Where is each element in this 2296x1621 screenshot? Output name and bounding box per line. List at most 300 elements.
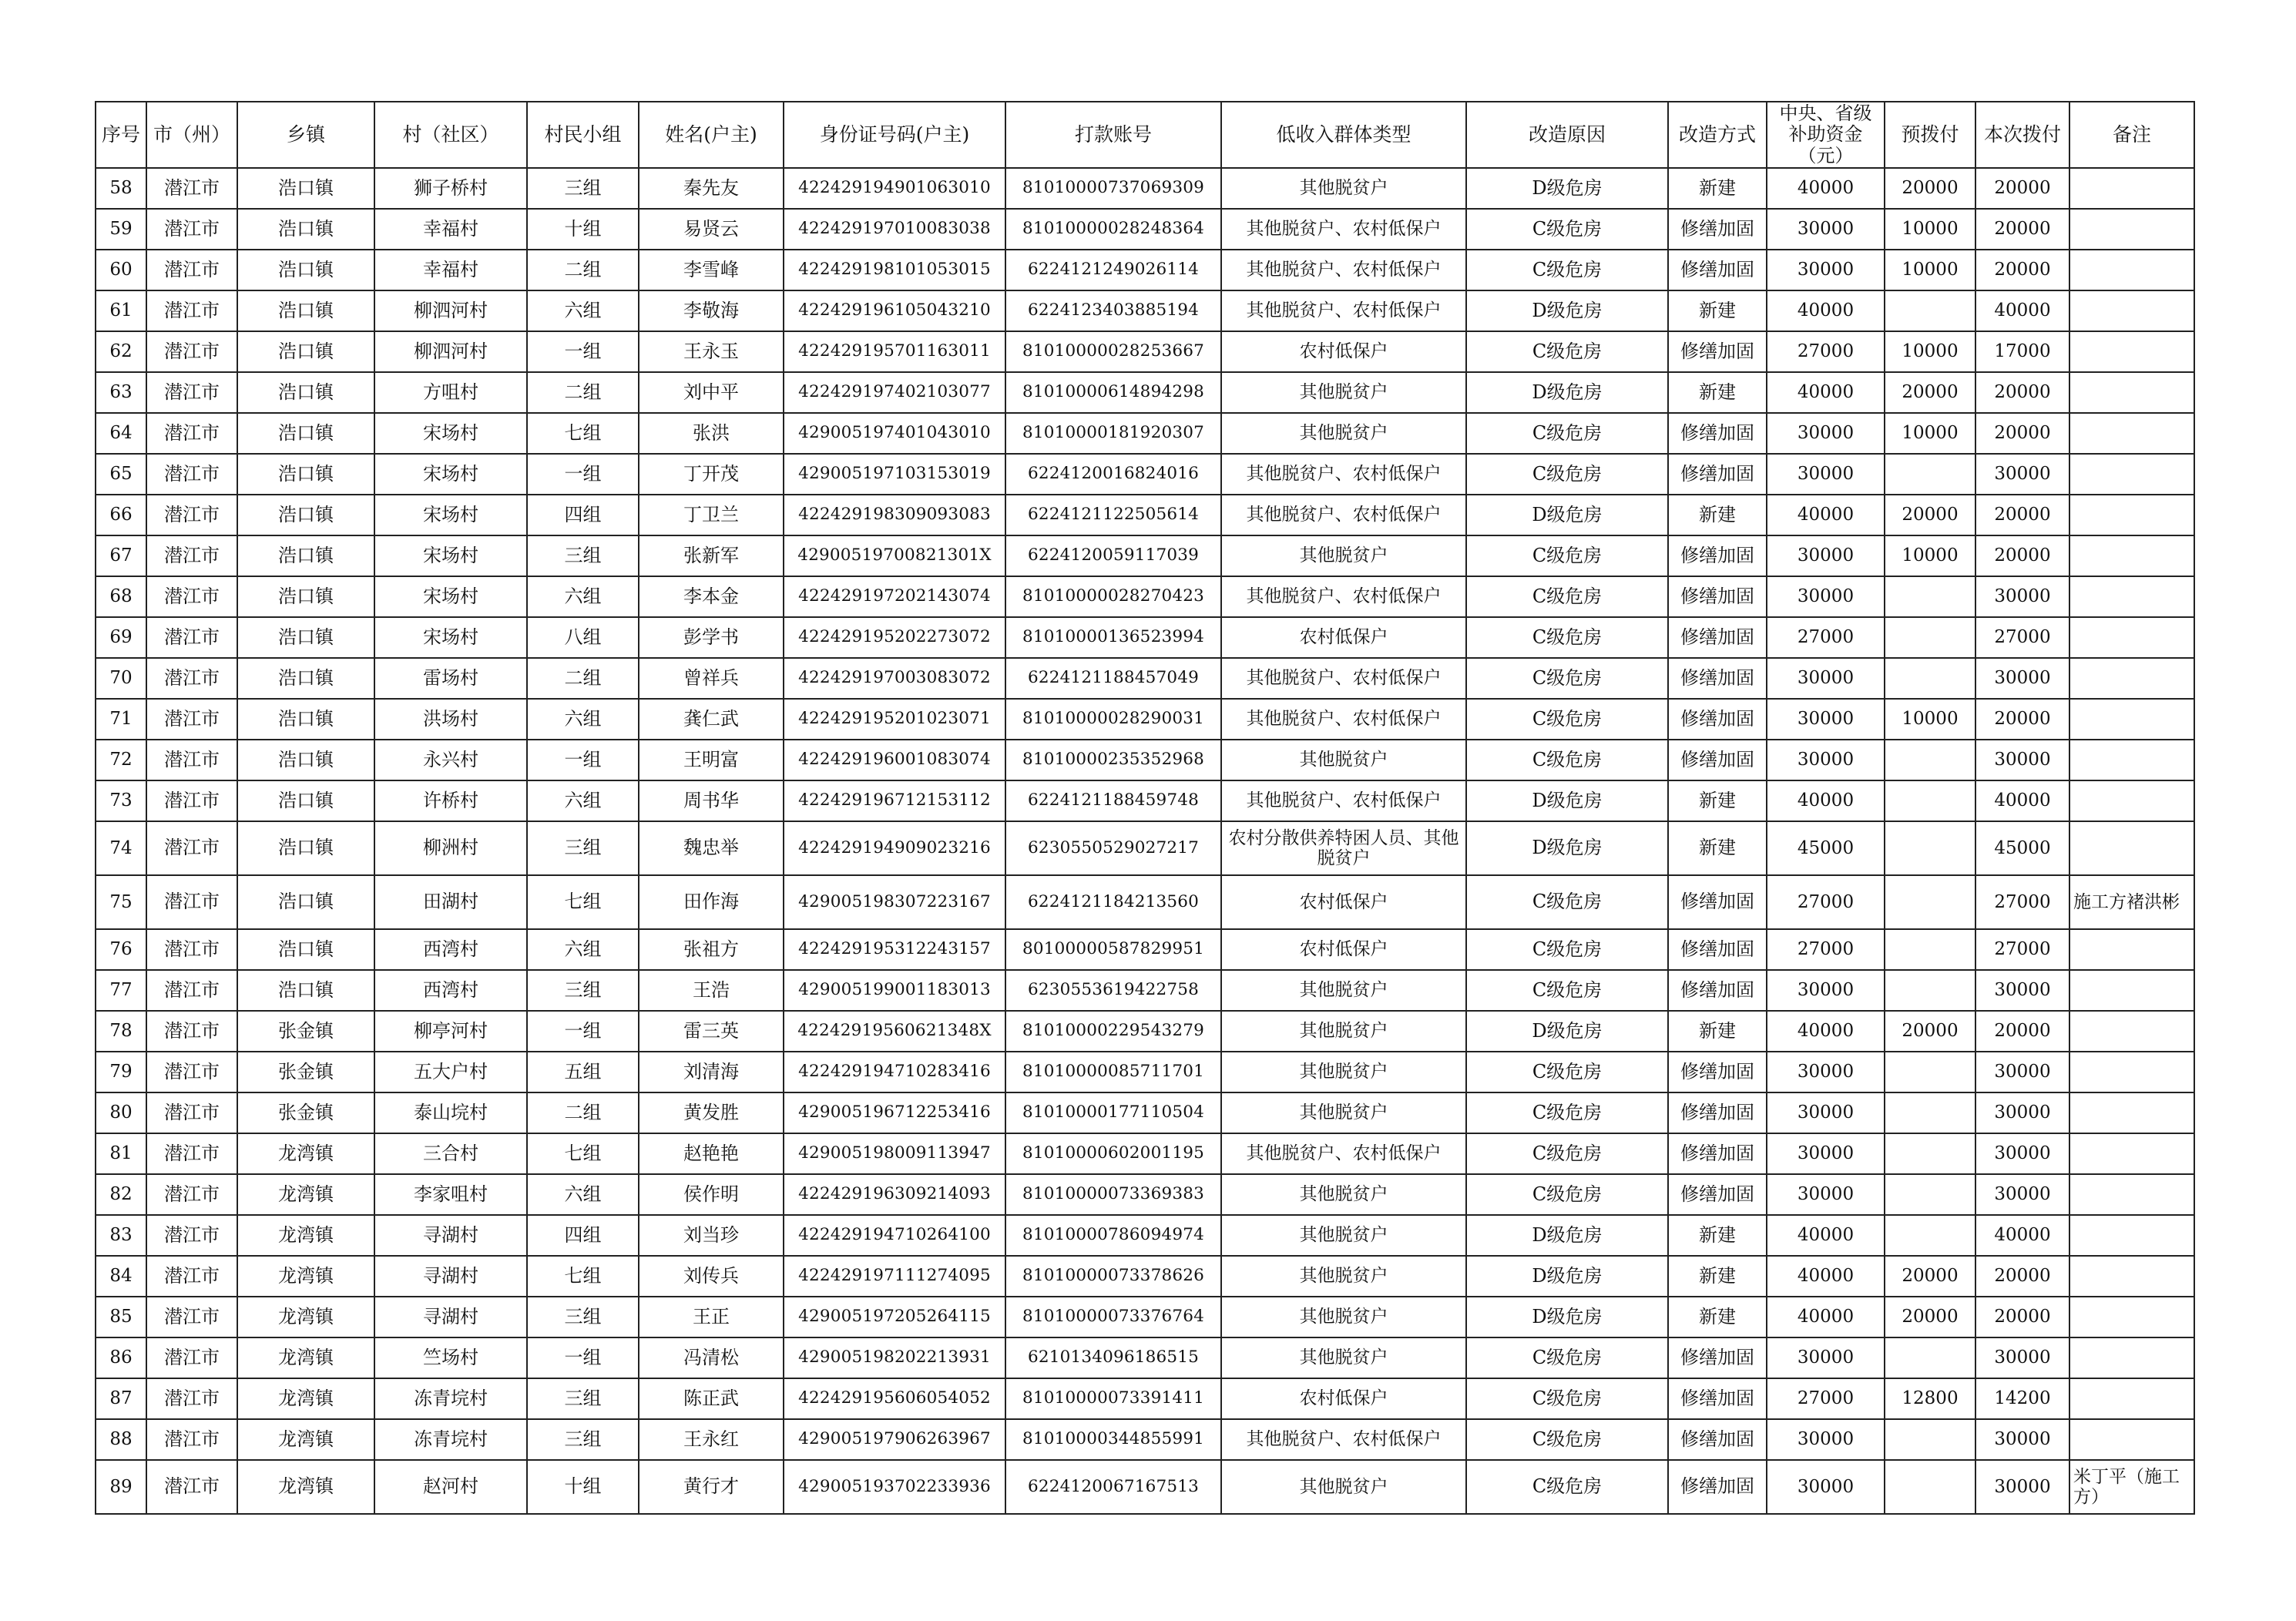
table-row — [96, 413, 2194, 454]
name-cell: 李雪峰 — [639, 250, 784, 290]
township-cell: 浩口镇 — [237, 250, 374, 290]
city-cell: 潜江市 — [146, 1256, 237, 1297]
reason-cell: C级危房 — [1466, 1133, 1668, 1174]
prepaid-cell — [1885, 1215, 1975, 1256]
reason-cell: D级危房 — [1466, 1011, 1668, 1052]
table-row — [96, 658, 2194, 699]
id-number-cell: 429005196712253416 — [784, 1092, 1005, 1133]
township-cell: 浩口镇 — [237, 658, 374, 699]
village-cell: 狮子桥村 — [374, 168, 527, 209]
subsidy-cell: 30000 — [1767, 535, 1885, 576]
prepaid-cell — [1885, 1460, 1975, 1514]
township-cell: 张金镇 — [237, 1052, 374, 1092]
name-cell: 周书华 — [639, 780, 784, 821]
id-number-cell: 422429195606054052 — [784, 1378, 1005, 1419]
township-cell: 浩口镇 — [237, 209, 374, 250]
account-cell: 6230550529027217 — [1005, 821, 1221, 875]
id-number-cell: 42900519700821301X — [784, 535, 1005, 576]
city-cell: 潜江市 — [146, 875, 237, 929]
name-cell: 王正 — [639, 1297, 784, 1337]
prepaid-cell — [1885, 617, 1975, 658]
name-cell: 王永玉 — [639, 331, 784, 372]
id-number-cell: 422429196309214093 — [784, 1174, 1005, 1215]
header-group: 村民小组 — [527, 102, 639, 168]
group-cell: 三组 — [527, 168, 639, 209]
city-cell: 潜江市 — [146, 1092, 237, 1133]
prepaid-cell — [1885, 576, 1975, 617]
township-cell: 龙湾镇 — [237, 1419, 374, 1460]
township-cell: 浩口镇 — [237, 821, 374, 875]
township-cell: 龙湾镇 — [237, 1133, 374, 1174]
account-cell: 81010000073378626 — [1005, 1256, 1221, 1297]
seq-cell: 73 — [96, 780, 146, 821]
remarks-cell — [2069, 1297, 2194, 1337]
village-cell: 泰山垸村 — [374, 1092, 527, 1133]
village-cell: 永兴村 — [374, 740, 527, 780]
account-cell: 80100000587829951 — [1005, 929, 1221, 970]
method-cell: 新建 — [1668, 168, 1767, 209]
township-cell: 浩口镇 — [237, 970, 374, 1011]
income-type-cell: 农村低保户 — [1221, 617, 1466, 658]
subsidy-table — [95, 101, 2195, 1515]
city-cell: 潜江市 — [146, 1378, 237, 1419]
village-cell: 赵河村 — [374, 1460, 527, 1514]
current-cell: 30000 — [1975, 1092, 2069, 1133]
account-cell: 81010000229543279 — [1005, 1011, 1221, 1052]
method-cell: 修缮加固 — [1668, 413, 1767, 454]
seq-cell: 77 — [96, 970, 146, 1011]
table-row — [96, 576, 2194, 617]
village-cell: 许桥村 — [374, 780, 527, 821]
village-cell: 三合村 — [374, 1133, 527, 1174]
account-cell: 81010000028270423 — [1005, 576, 1221, 617]
city-cell: 潜江市 — [146, 658, 237, 699]
header-remarks: 备注 — [2069, 102, 2194, 168]
table-row — [96, 454, 2194, 495]
income-type-cell: 其他脱贫户、农村低保户 — [1221, 1133, 1466, 1174]
income-type-cell: 其他脱贫户 — [1221, 1092, 1466, 1133]
seq-cell: 65 — [96, 454, 146, 495]
current-cell: 40000 — [1975, 780, 2069, 821]
account-cell: 81010000602001195 — [1005, 1133, 1221, 1174]
name-cell: 曾祥兵 — [639, 658, 784, 699]
current-cell: 30000 — [1975, 454, 2069, 495]
id-number-cell: 422429197111274095 — [784, 1256, 1005, 1297]
reason-cell: D级危房 — [1466, 372, 1668, 413]
group-cell: 十组 — [527, 209, 639, 250]
method-cell: 修缮加固 — [1668, 1419, 1767, 1460]
name-cell: 王永红 — [639, 1419, 784, 1460]
prepaid-cell: 20000 — [1885, 168, 1975, 209]
seq-cell: 68 — [96, 576, 146, 617]
current-cell: 30000 — [1975, 576, 2069, 617]
city-cell: 潜江市 — [146, 1174, 237, 1215]
seq-cell: 83 — [96, 1215, 146, 1256]
reason-cell: D级危房 — [1466, 290, 1668, 331]
group-cell: 八组 — [527, 617, 639, 658]
subsidy-cell: 27000 — [1767, 1378, 1885, 1419]
reason-cell: C级危房 — [1466, 250, 1668, 290]
income-type-cell: 其他脱贫户 — [1221, 1174, 1466, 1215]
city-cell: 潜江市 — [146, 168, 237, 209]
city-cell: 潜江市 — [146, 250, 237, 290]
table-row — [96, 970, 2194, 1011]
account-cell: 81010000344855991 — [1005, 1419, 1221, 1460]
prepaid-cell: 10000 — [1885, 535, 1975, 576]
method-cell: 修缮加固 — [1668, 331, 1767, 372]
current-cell: 30000 — [1975, 1052, 2069, 1092]
village-cell: 五大户村 — [374, 1052, 527, 1092]
method-cell: 修缮加固 — [1668, 617, 1767, 658]
name-cell: 王浩 — [639, 970, 784, 1011]
subsidy-cell: 40000 — [1767, 495, 1885, 535]
remarks-cell — [2069, 1133, 2194, 1174]
seq-cell: 79 — [96, 1052, 146, 1092]
table-row — [96, 1052, 2194, 1092]
name-cell: 王明富 — [639, 740, 784, 780]
header-prepaid: 预拨付 — [1885, 102, 1975, 168]
seq-cell: 78 — [96, 1011, 146, 1052]
prepaid-cell — [1885, 1092, 1975, 1133]
township-cell: 浩口镇 — [237, 290, 374, 331]
current-cell: 14200 — [1975, 1378, 2069, 1419]
income-type-cell: 其他脱贫户 — [1221, 1337, 1466, 1378]
name-cell: 陈正武 — [639, 1378, 784, 1419]
income-type-cell: 其他脱贫户、农村低保户 — [1221, 699, 1466, 740]
prepaid-cell — [1885, 1052, 1975, 1092]
name-cell: 秦先友 — [639, 168, 784, 209]
city-cell: 潜江市 — [146, 495, 237, 535]
income-type-cell: 其他脱贫户、农村低保户 — [1221, 454, 1466, 495]
id-number-cell: 422429198101053015 — [784, 250, 1005, 290]
group-cell: 三组 — [527, 970, 639, 1011]
group-cell: 三组 — [527, 1297, 639, 1337]
group-cell: 三组 — [527, 1419, 639, 1460]
id-number-cell: 429005198307223167 — [784, 875, 1005, 929]
current-cell: 45000 — [1975, 821, 2069, 875]
remarks-cell — [2069, 617, 2194, 658]
account-cell: 81010000073391411 — [1005, 1378, 1221, 1419]
remarks-cell — [2069, 1419, 2194, 1460]
method-cell: 修缮加固 — [1668, 209, 1767, 250]
name-cell: 田作海 — [639, 875, 784, 929]
id-number-cell: 429005197103153019 — [784, 454, 1005, 495]
subsidy-cell: 30000 — [1767, 1460, 1885, 1514]
village-cell: 寻湖村 — [374, 1256, 527, 1297]
header-reason: 改造原因 — [1466, 102, 1668, 168]
subsidy-cell: 40000 — [1767, 1256, 1885, 1297]
remarks-cell — [2069, 1378, 2194, 1419]
reason-cell: C级危房 — [1466, 699, 1668, 740]
method-cell: 新建 — [1668, 1297, 1767, 1337]
subsidy-cell: 30000 — [1767, 576, 1885, 617]
remarks-cell — [2069, 1052, 2194, 1092]
income-type-cell: 其他脱贫户、农村低保户 — [1221, 209, 1466, 250]
account-cell: 6230553619422758 — [1005, 970, 1221, 1011]
table-row — [96, 495, 2194, 535]
group-cell: 七组 — [527, 875, 639, 929]
seq-cell: 87 — [96, 1378, 146, 1419]
prepaid-cell — [1885, 1174, 1975, 1215]
seq-cell: 75 — [96, 875, 146, 929]
income-type-cell: 其他脱贫户 — [1221, 372, 1466, 413]
remarks-cell — [2069, 1215, 2194, 1256]
group-cell: 六组 — [527, 780, 639, 821]
name-cell: 赵艳艳 — [639, 1133, 784, 1174]
prepaid-cell: 10000 — [1885, 209, 1975, 250]
method-cell: 修缮加固 — [1668, 1337, 1767, 1378]
method-cell: 新建 — [1668, 780, 1767, 821]
income-type-cell: 农村低保户 — [1221, 875, 1466, 929]
city-cell: 潜江市 — [146, 209, 237, 250]
village-cell: 田湖村 — [374, 875, 527, 929]
table-row — [96, 1419, 2194, 1460]
city-cell: 潜江市 — [146, 1337, 237, 1378]
reason-cell: C级危房 — [1466, 617, 1668, 658]
income-type-cell: 其他脱贫户、农村低保户 — [1221, 495, 1466, 535]
group-cell: 一组 — [527, 740, 639, 780]
id-number-cell: 429005197401043010 — [784, 413, 1005, 454]
seq-cell: 60 — [96, 250, 146, 290]
prepaid-cell — [1885, 290, 1975, 331]
group-cell: 三组 — [527, 535, 639, 576]
table-row — [96, 780, 2194, 821]
subsidy-cell: 30000 — [1767, 1419, 1885, 1460]
current-cell: 20000 — [1975, 168, 2069, 209]
reason-cell: C级危房 — [1466, 576, 1668, 617]
current-cell: 20000 — [1975, 495, 2069, 535]
method-cell: 新建 — [1668, 1215, 1767, 1256]
subsidy-cell: 30000 — [1767, 740, 1885, 780]
village-cell: 宋场村 — [374, 454, 527, 495]
city-cell: 潜江市 — [146, 1011, 237, 1052]
method-cell: 新建 — [1668, 372, 1767, 413]
subsidy-cell: 40000 — [1767, 168, 1885, 209]
reason-cell: D级危房 — [1466, 821, 1668, 875]
current-cell: 20000 — [1975, 209, 2069, 250]
name-cell: 丁卫兰 — [639, 495, 784, 535]
name-cell: 黄发胜 — [639, 1092, 784, 1133]
reason-cell: C级危房 — [1466, 331, 1668, 372]
group-cell: 七组 — [527, 413, 639, 454]
seq-cell: 86 — [96, 1337, 146, 1378]
method-cell: 修缮加固 — [1668, 740, 1767, 780]
group-cell: 三组 — [527, 821, 639, 875]
method-cell: 修缮加固 — [1668, 929, 1767, 970]
name-cell: 黄行才 — [639, 1460, 784, 1514]
group-cell: 一组 — [527, 454, 639, 495]
remarks-cell — [2069, 1256, 2194, 1297]
reason-cell: C级危房 — [1466, 875, 1668, 929]
remarks-cell: 米丁平（施工方） — [2069, 1460, 2194, 1514]
income-type-cell: 农村低保户 — [1221, 1378, 1466, 1419]
group-cell: 六组 — [527, 1174, 639, 1215]
income-type-cell: 其他脱贫户、农村低保户 — [1221, 658, 1466, 699]
name-cell: 李敬海 — [639, 290, 784, 331]
village-cell: 西湾村 — [374, 929, 527, 970]
current-cell: 20000 — [1975, 1297, 2069, 1337]
current-cell: 30000 — [1975, 658, 2069, 699]
method-cell: 新建 — [1668, 1256, 1767, 1297]
city-cell: 潜江市 — [146, 970, 237, 1011]
city-cell: 潜江市 — [146, 535, 237, 576]
table-row — [96, 290, 2194, 331]
subsidy-cell: 30000 — [1767, 454, 1885, 495]
name-cell: 张祖方 — [639, 929, 784, 970]
prepaid-cell — [1885, 658, 1975, 699]
table-row — [96, 699, 2194, 740]
township-cell: 浩口镇 — [237, 740, 374, 780]
remarks-cell — [2069, 780, 2194, 821]
seq-cell: 89 — [96, 1460, 146, 1514]
income-type-cell: 其他脱贫户 — [1221, 1256, 1466, 1297]
current-cell: 27000 — [1975, 875, 2069, 929]
remarks-cell — [2069, 1011, 2194, 1052]
current-cell: 27000 — [1975, 617, 2069, 658]
subsidy-cell: 30000 — [1767, 1174, 1885, 1215]
id-number-cell: 422429195701163011 — [784, 331, 1005, 372]
method-cell: 修缮加固 — [1668, 1460, 1767, 1514]
prepaid-cell — [1885, 454, 1975, 495]
name-cell: 刘清海 — [639, 1052, 784, 1092]
township-cell: 龙湾镇 — [237, 1174, 374, 1215]
village-cell: 柳洲村 — [374, 821, 527, 875]
id-number-cell: 422429196105043210 — [784, 290, 1005, 331]
seq-cell: 63 — [96, 372, 146, 413]
remarks-cell — [2069, 495, 2194, 535]
group-cell: 一组 — [527, 331, 639, 372]
subsidy-cell: 30000 — [1767, 699, 1885, 740]
village-cell: 李家咀村 — [374, 1174, 527, 1215]
subsidy-cell: 30000 — [1767, 1337, 1885, 1378]
reason-cell: C级危房 — [1466, 970, 1668, 1011]
reason-cell: C级危房 — [1466, 658, 1668, 699]
current-cell: 30000 — [1975, 970, 2069, 1011]
current-cell: 20000 — [1975, 250, 2069, 290]
account-cell: 6224121188457049 — [1005, 658, 1221, 699]
village-cell: 方咀村 — [374, 372, 527, 413]
seq-cell: 67 — [96, 535, 146, 576]
city-cell: 潜江市 — [146, 1052, 237, 1092]
group-cell: 五组 — [527, 1052, 639, 1092]
city-cell: 潜江市 — [146, 1297, 237, 1337]
name-cell: 丁开茂 — [639, 454, 784, 495]
township-cell: 浩口镇 — [237, 413, 374, 454]
method-cell: 修缮加固 — [1668, 1092, 1767, 1133]
remarks-cell — [2069, 168, 2194, 209]
current-cell: 40000 — [1975, 1215, 2069, 1256]
id-number-cell: 422429194710264100 — [784, 1215, 1005, 1256]
village-cell: 竺场村 — [374, 1337, 527, 1378]
prepaid-cell: 20000 — [1885, 1297, 1975, 1337]
reason-cell: C级危房 — [1466, 1460, 1668, 1514]
table-row — [96, 1297, 2194, 1337]
seq-cell: 72 — [96, 740, 146, 780]
seq-cell: 58 — [96, 168, 146, 209]
current-cell: 27000 — [1975, 929, 2069, 970]
header-township: 乡镇 — [237, 102, 374, 168]
remarks-cell — [2069, 1174, 2194, 1215]
account-cell: 6224120067167513 — [1005, 1460, 1221, 1514]
income-type-cell: 其他脱贫户 — [1221, 168, 1466, 209]
seq-cell: 74 — [96, 821, 146, 875]
account-cell: 81010000073376764 — [1005, 1297, 1221, 1337]
income-type-cell: 其他脱贫户 — [1221, 1011, 1466, 1052]
seq-cell: 66 — [96, 495, 146, 535]
name-cell: 李本金 — [639, 576, 784, 617]
id-number-cell: 429005193702233936 — [784, 1460, 1005, 1514]
id-number-cell: 422429195202273072 — [784, 617, 1005, 658]
remarks-cell — [2069, 970, 2194, 1011]
id-number-cell: 422429194909023216 — [784, 821, 1005, 875]
account-cell: 81010000235352968 — [1005, 740, 1221, 780]
village-cell: 宋场村 — [374, 413, 527, 454]
group-cell: 七组 — [527, 1133, 639, 1174]
table-row — [96, 1011, 2194, 1052]
reason-cell: C级危房 — [1466, 1174, 1668, 1215]
method-cell: 修缮加固 — [1668, 1052, 1767, 1092]
reason-cell: C级危房 — [1466, 454, 1668, 495]
group-cell: 四组 — [527, 495, 639, 535]
name-cell: 侯作明 — [639, 1174, 784, 1215]
reason-cell: C级危房 — [1466, 413, 1668, 454]
current-cell: 20000 — [1975, 1011, 2069, 1052]
seq-cell: 76 — [96, 929, 146, 970]
account-cell: 6224121249026114 — [1005, 250, 1221, 290]
remarks-cell — [2069, 821, 2194, 875]
account-cell: 81010000181920307 — [1005, 413, 1221, 454]
name-cell: 刘传兵 — [639, 1256, 784, 1297]
group-cell: 一组 — [527, 1011, 639, 1052]
income-type-cell: 其他脱贫户 — [1221, 1297, 1466, 1337]
table-row — [96, 209, 2194, 250]
table-row — [96, 1378, 2194, 1419]
header-city: 市（州） — [146, 102, 237, 168]
account-cell: 6224120059117039 — [1005, 535, 1221, 576]
village-cell: 柳泗河村 — [374, 290, 527, 331]
reason-cell: C级危房 — [1466, 209, 1668, 250]
remarks-cell — [2069, 740, 2194, 780]
account-cell: 81010000177110504 — [1005, 1092, 1221, 1133]
village-cell: 柳亭河村 — [374, 1011, 527, 1052]
table-row — [96, 372, 2194, 413]
header-account: 打款账号 — [1005, 102, 1221, 168]
prepaid-cell: 20000 — [1885, 1011, 1975, 1052]
subsidy-cell: 27000 — [1767, 331, 1885, 372]
city-cell: 潜江市 — [146, 1419, 237, 1460]
township-cell: 浩口镇 — [237, 929, 374, 970]
name-cell: 龚仁武 — [639, 699, 784, 740]
account-cell: 6224123403885194 — [1005, 290, 1221, 331]
current-cell: 30000 — [1975, 1174, 2069, 1215]
village-cell: 寻湖村 — [374, 1215, 527, 1256]
township-cell: 浩口镇 — [237, 454, 374, 495]
table-body — [96, 168, 2194, 1514]
village-cell: 冻青垸村 — [374, 1419, 527, 1460]
prepaid-cell — [1885, 1419, 1975, 1460]
subsidy-cell: 40000 — [1767, 1215, 1885, 1256]
current-cell: 30000 — [1975, 740, 2069, 780]
table-row — [96, 1174, 2194, 1215]
table-row — [96, 535, 2194, 576]
village-cell: 洪场村 — [374, 699, 527, 740]
reason-cell: C级危房 — [1466, 740, 1668, 780]
income-type-cell: 其他脱贫户 — [1221, 1052, 1466, 1092]
method-cell: 修缮加固 — [1668, 454, 1767, 495]
method-cell: 新建 — [1668, 1011, 1767, 1052]
reason-cell: C级危房 — [1466, 1092, 1668, 1133]
income-type-cell: 其他脱贫户、农村低保户 — [1221, 576, 1466, 617]
